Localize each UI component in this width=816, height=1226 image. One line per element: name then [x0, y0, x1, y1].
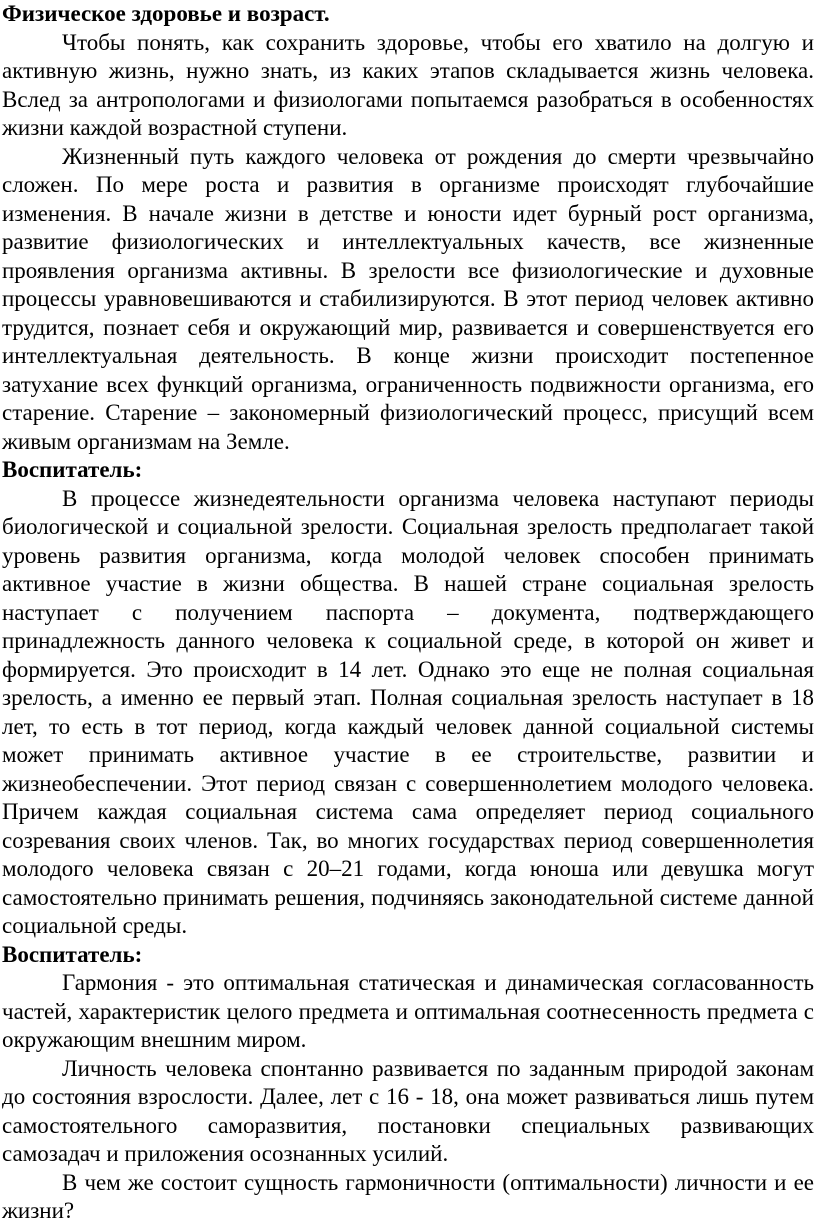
paragraph: Жизненный путь каждого человека от рождения до смерти чрезвычайно сложен. По мере роста и развития в организме происходят глубочайшие изменения. В начале жизни в детстве и юности идет бурный рост организма, развитие физиологических и интеллектуальных качеств, все жизненные проявления организма активны. В зрелости все физиологические и духовные процессы уравновешиваются и стабилизируются. В этот период человек активно трудится, познает себя и окружающий мир, развивается и совершенствуется его интеллектуальная деятельность. В конце жизни происходит постепенное затухание всех функций организма, ограниченность подвижности организма, его старение. Старение – закономерный физиологический процесс, присущий всем живым организмам на Земле.: [2, 143, 814, 454]
speaker-label: Воспитатель:: [2, 457, 143, 482]
paragraph: В чем же состоит сущность гармоничности (оптимальности) личности и ее жизни?: [2, 1169, 814, 1223]
speaker-label: Воспитатель:: [2, 941, 143, 967]
paragraph: Гармония - это оптимальная статическая и динамическая согласованность частей, характеристик целого предмета и оптимальная соотнесенность предмета с окружающим внешним миром.: [2, 970, 814, 1052]
paragraph: Чтобы понять, как сохранить здоровье, чтобы его хватило на долгую и активную жизнь, нужно знать, из каких этапов складывается жизнь человека. Вслед за антропологами и физиологами попытаемся разобраться в особенностях жизни каждой возрастной ступени.: [2, 29, 814, 140]
document-title: Физическое здоровье и возраст.: [2, 1, 330, 26]
paragraph: В процессе жизнедеятельности организма человека наступают периоды биологической и социальной зрелости. Социальная зрелость предполагает такой уровень развития организма, когда молодой человек способен принимать активное участие в жизни общества. В нашей стране социальная зрелость наступает с получением паспорта – документа, подтверждающего принадлежность данного человека к социальной среде, в которой он живет и формируется. Это происходит в 14 лет. Однако это еще не полная социальная зрелость, а именно ее первый этап. Полная социальная зрелость наступает в 18 лет, то есть в тот период, когда каждый человек данной социальной системы может принимать активное участие в ее строительстве, развитии и жизнеобеспечении. Этот период связан с совершеннолетием молодого человека. Причем каждая социальная система сама определяет период социального созревания своих членов. Так, во многих государствах период совершеннолетия молодого человека связан с 20–21 годами, когда юноша или девушка могут самостоятельно принимать решения, подчиняясь законодательной системе данной социальной среды.: [2, 485, 814, 938]
paragraph: Личность человека спонтанно развивается по заданным природой законам до состояния взрослости. Далее, лет с 16 - 18, она может развиваться лишь путем самостоятельного саморазвития, постановки специальных развивающих самозадач и приложения осознанных усилий.: [2, 1055, 814, 1166]
